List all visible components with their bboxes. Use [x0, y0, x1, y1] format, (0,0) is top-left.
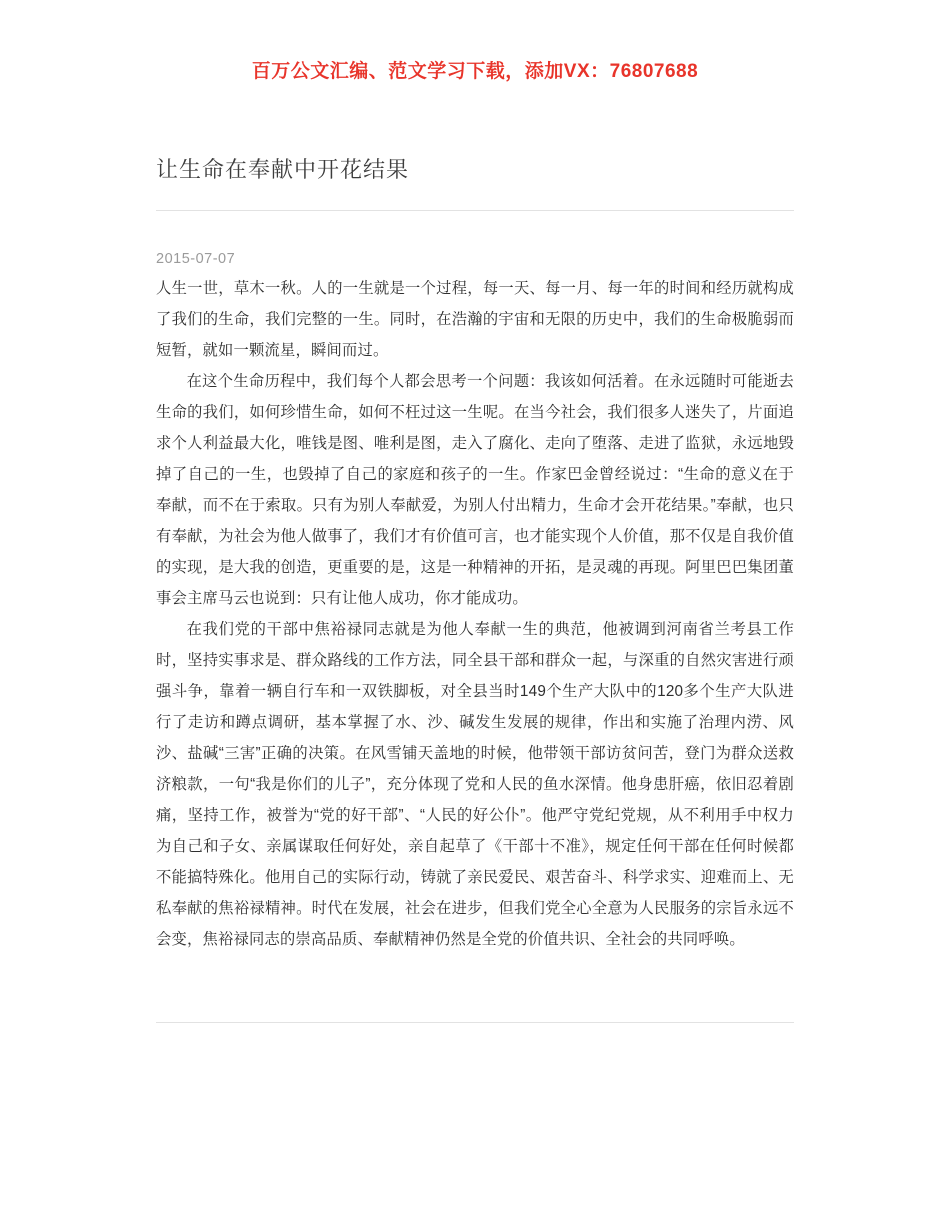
footer-divider	[156, 1022, 794, 1023]
article-text	[156, 273, 794, 955]
paragraph: 在这个生命历程中，我们每个人都会思考一个问题：我该如何活着。在永远随时可能逝去生命的我们，如何珍惜生命，如何不枉过这一生呢。在当今社会，我们很多人迷失了，片面追求个人利益最大化，唯钱是图、唯利是图，走入了腐化、走向了堕落、走进了监狱，永远地毁掉了自己的一生，也毁掉了自己的家庭和孩子的一生。作家巴金曾经说过：“生命的意义在于奉献，而不在于索取。只有为别人奉献爱，为别人付出精力，生命才会开花结果。”奉献，也只有奉献，为社会为他人做事了，我们才有价值可言，也才能实现个人价值，那不仅是自我价值的实现，是大我的创造，更重要的是，这是一种精神的开拓，是灵魂的再现。阿里巴巴集团董事会主席马云也说到：只有让他人成功，你才能成功。	[156, 372, 794, 607]
paragraph: 在我们党的干部中焦裕禄同志就是为他人奉献一生的典范，他被调到河南省兰考县工作时，坚持实事求是、群众路线的工作方法，同全县干部和群众一起，与深重的自然灾害进行顽强斗争，靠着一辆自行车和一双铁脚板，对全县当时149个生产大队中的120多个生产大队进行了走访和蹲点调研，基本掌握了水、沙、碱发生发展的规律，作出和实施了治理内涝、风沙、盐碱“三害”正确的决策。在风雪铺天盖地的时候，他带领干部访贫问苦，登门为群众送救济粮款，一句“我是你们的儿子”，充分体现了党和人民的鱼水深情。他身患肝癌，依旧忍着剧痛，坚持工作，被誉为“党的好干部”、“人民的好公仆”。他严守党纪党规，从不利用手中权力为自己和子女、亲属谋取任何好处，亲自起草了《干部十不准》，规定任何干部在任何时候都不能搞特殊化。他用自己的实际行动，铸就了亲民爱民、艰苦奋斗、科学求实、迎难而上、无私奉献的焦裕禄精神。时代在发展，社会在进步，但我们党全心全意为人民服务的宗旨永远不会变，焦裕禄同志的崇高品质、奉献精神仍然是全党的价值共识、全社会的共同呼唤。	[156, 620, 794, 948]
promo-banner: 百万公文汇编、范文学习下载，添加VX：76807688	[251, 61, 699, 82]
publish-date: 2015-07-07	[156, 250, 236, 267]
document-body	[156, 153, 794, 955]
paragraph: 人生一世，草木一秋。人的一生就是一个过程，每一天、每一月、每一年的时间和经历就构成了我们的生命，我们完整的一生。同时，在浩瀚的宇宙和无限的历史中，我们的生命极脆弱而短暂，就如一颗流星，瞬间而过。	[156, 279, 794, 359]
page-title: 让生命在奉献中开花结果	[156, 153, 794, 211]
